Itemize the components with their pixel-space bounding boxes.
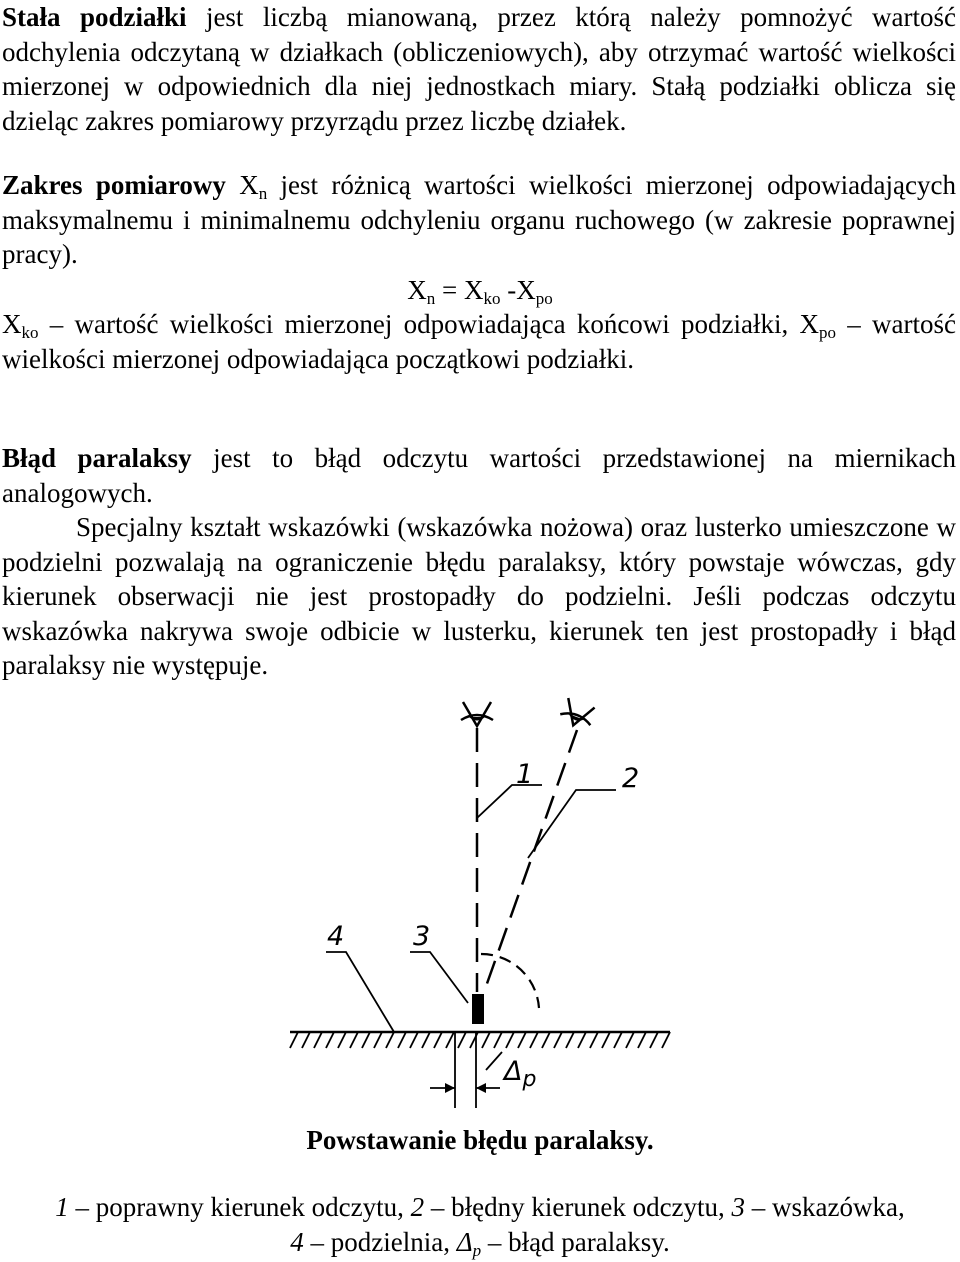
legend-text-3: – wskazówka, (745, 1192, 905, 1222)
pointer (472, 994, 484, 1024)
label-1: 1 (516, 759, 534, 790)
legend-text-4: – podzielnia, (303, 1226, 457, 1257)
scale-hatching (290, 1032, 670, 1048)
legend-num-2: 2 (410, 1192, 425, 1222)
formula-minus-xpo: -X (500, 275, 536, 305)
paragraph-formula-explanation (2, 307, 956, 376)
symbol-xko: X (2, 309, 22, 339)
formula-equals-xko: = X (435, 275, 484, 305)
legend-delta: Δ (456, 1226, 473, 1257)
label-3: 3 (413, 921, 431, 952)
subscript-n: n (258, 184, 268, 203)
term-measuring-range: Zakres pomiarowy (2, 170, 226, 200)
label-delta-p: $\Delta_p$ (504, 1056, 537, 1092)
label-3-leader (410, 952, 468, 1003)
formula-sub-n: n (426, 289, 436, 308)
subscript-ko: ko (21, 323, 39, 342)
legend-text-1: – poprawny kierunek odczytu, (68, 1192, 411, 1222)
eye-icon (461, 702, 493, 726)
paragraph-scale-constant (2, 0, 956, 138)
figure-caption (0, 1123, 960, 1158)
xko-explanation: – wartość wielkości mierzonej odpowiadająca końcowi podziałki, X (38, 309, 820, 339)
label-2: 2 (622, 763, 640, 794)
formula-sub-ko: ko (483, 289, 501, 308)
parallax-error-definition: jest to błąd odczytu wartości przedstawionej na miernikach analogowych. (2, 443, 956, 508)
scale-constant-definition: jest liczbą mianowaną, przez którą należy pomnożyć wartość odchylenia odczytaną w działkach (obliczeniowych), aby otrzymać wartość wielkości mierzonej w odpowiednich dla niej jednostkach miary. Stałą podziałki oblicza się dzieląc zakres pomiarowy przyrządu przez liczbę działek. (2, 2, 957, 136)
label-4-leader (326, 952, 394, 1032)
parallax-diagram (280, 690, 680, 1120)
figure-title: Powstawanie błędu paralaksy. (306, 1125, 654, 1155)
subscript-po: po (819, 323, 837, 342)
range-formula (0, 273, 960, 308)
term-scale-constant: Stała podziałki (2, 2, 187, 32)
measuring-range-definition: jest różnicą wartości wielkości mierzonej odpowiadających maksymalnemu i minimalnemu odchyleniu organu ruchowego (w zakresie poprawnej pracy). (2, 170, 956, 269)
formula-sub-po: po (535, 289, 553, 308)
legend-delta-sub: p (472, 1240, 482, 1260)
paragraph-measuring-range (2, 168, 956, 272)
legend-num-1: 1 (55, 1192, 69, 1222)
symbol-x: X (225, 170, 259, 200)
term-parallax-error: Błąd paralaksy (2, 443, 192, 473)
label-2-leader (528, 790, 616, 858)
arrowhead-right (476, 1083, 486, 1093)
eye-icon (558, 697, 596, 730)
legend-text-2: – błędny kierunek odczytu, (424, 1192, 732, 1222)
label-4: 4 (327, 921, 345, 952)
figure-legend (0, 1190, 960, 1259)
dp-leader (486, 1052, 502, 1070)
paragraph-parallax-error (2, 441, 956, 510)
legend-num-3: 3 (731, 1192, 746, 1222)
xpo-explanation: – wartość wielkości mierzonej odpowiadająca początkowi podziałki. (2, 309, 956, 374)
legend-num-4: 4 (290, 1226, 304, 1257)
formula-xn: X (407, 275, 427, 305)
legend-text-5: – błąd paralaksy. (481, 1226, 670, 1257)
arrowhead-left (445, 1083, 455, 1093)
rotation-arc (481, 954, 539, 1008)
paragraph-knife-pointer: Specjalny kształt wskazówki (wskazówka nożowa) oraz lusterko umieszczone w podzielni pozwalają na ograniczenie błędu paralaksy, który powstaje wówczas, gdy kierunek obserwacji nie jest prostopadły do podzielni. Jeśli podczas odczytu wskazówka nakrywa swoje odbicie w lusterku, kierunek ten jest prostopadły i błąd paralaksy nie występuje. (2, 512, 956, 680)
